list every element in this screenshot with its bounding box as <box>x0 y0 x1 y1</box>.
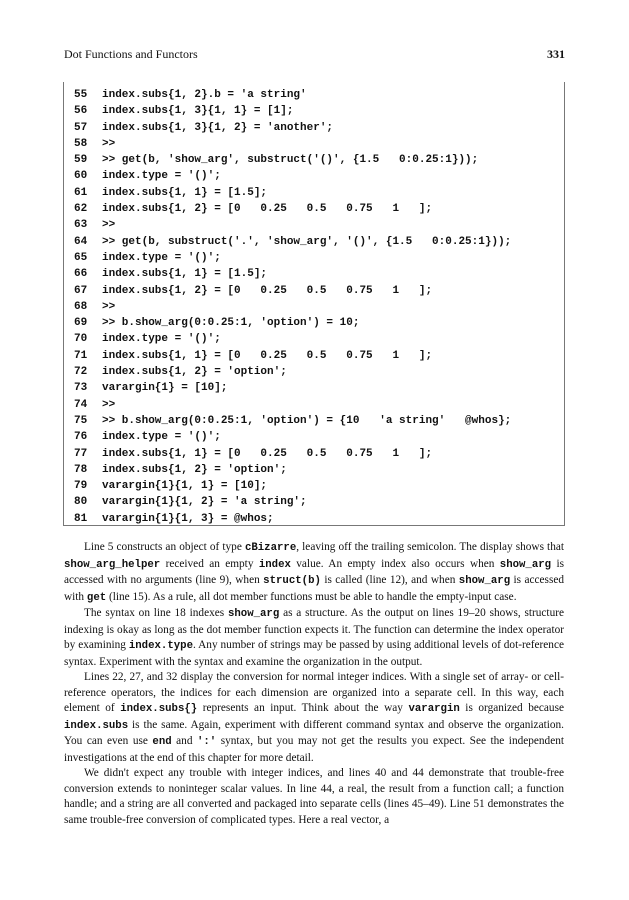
code-text: index.type = '()'; <box>102 431 221 444</box>
code-text: index.type = '()'; <box>102 170 221 183</box>
code-listing <box>74 87 511 527</box>
code-line <box>74 234 511 250</box>
code-line <box>74 494 511 510</box>
line-number: 64 <box>74 235 88 248</box>
line-number: 61 <box>74 186 88 199</box>
line-number: 68 <box>74 300 88 313</box>
code-text: >> b.show_arg(0:0.25:1, 'option') = 10; <box>102 317 360 330</box>
line-number: 76 <box>74 431 88 444</box>
line-number: 63 <box>74 219 88 232</box>
code-line <box>74 478 511 494</box>
code-line <box>74 348 511 364</box>
text-run: is accessed with <box>64 574 565 603</box>
running-header <box>64 47 565 63</box>
code-text: index.subs{1, 1} = [1.5]; <box>102 186 268 199</box>
code-text: varargin{1} = [10]; <box>102 382 228 395</box>
text-run: . Any number of strings may be passed by using additional levels of dot-reference syntax. Experiment with the syntax and examine the organization in the output. <box>64 639 564 668</box>
code-text: index.subs{1, 3}{1, 2} = 'another'; <box>102 121 334 134</box>
line-number: 62 <box>74 203 88 216</box>
inline-code: show_arg_helper <box>64 558 161 571</box>
code-line <box>74 120 511 136</box>
code-line <box>74 103 511 119</box>
line-number: 65 <box>74 251 88 264</box>
text-run: is accessed with no arguments (line 9), when <box>64 557 564 586</box>
line-number: 56 <box>74 105 88 118</box>
line-number: 59 <box>74 154 88 167</box>
code-text: >> b.show_arg(0:0.25:1, 'option') = {10 'a string' @whos}; <box>102 414 512 427</box>
text-run: as a structure. As the output on lines 19–20 shows, structure indexing is okay as long as the dot member function expects it. The function can determine the index operator by examining <box>64 607 564 651</box>
inline-code: index.subs{} <box>120 703 198 715</box>
text-run: We didn't expect any trouble with integer indices, and lines 40 and 44 demonstrate that trouble-free conversion extends to noninteger scalar values. In line 44, a real, the result from a function call; a function handle; and a string are all converted and packaged into separate cells (lines 45–49). Line 51 demonstrates the same trouble-free conversion of complicated types. Here a real vector, a <box>64 767 564 826</box>
paragraph <box>64 766 564 828</box>
text-run: The syntax on line 18 indexes <box>84 607 228 619</box>
code-line <box>74 462 511 478</box>
text-run: , leaving off the trailing semicolon. The display shows that <box>296 541 564 553</box>
inline-code: get <box>86 591 107 604</box>
inline-code: show_arg <box>458 575 511 587</box>
code-text: index.subs{1, 2} = [0 0.25 0.5 0.75 1 ]; <box>102 203 433 216</box>
line-number: 81 <box>74 512 88 525</box>
text-run: represents an input. Think about the way <box>197 702 409 714</box>
code-line <box>74 266 511 282</box>
code-line <box>74 168 511 184</box>
line-number: 66 <box>74 268 88 281</box>
code-line <box>74 250 511 266</box>
code-line <box>74 299 511 315</box>
code-line <box>74 217 511 233</box>
line-number: 70 <box>74 333 88 346</box>
code-text: >> <box>102 219 116 232</box>
code-text: index.type = '()'; <box>102 333 221 346</box>
code-text: index.subs{1, 2} = 'option'; <box>102 463 287 476</box>
code-text: index.subs{1, 2} = [0 0.25 0.5 0.75 1 ]; <box>102 284 433 297</box>
code-text: index.subs{1, 1} = [1.5]; <box>102 268 268 281</box>
line-number: 55 <box>74 89 88 101</box>
code-text: index.subs{1, 1} = [0 0.25 0.5 0.75 1 ]; <box>102 447 433 460</box>
line-number: 77 <box>74 447 88 460</box>
line-number: 79 <box>74 480 88 493</box>
code-text: varargin{1}{1, 2} = 'a string'; <box>102 496 307 509</box>
line-number: 73 <box>74 382 88 395</box>
line-number: 75 <box>74 414 88 427</box>
code-line <box>74 331 511 347</box>
code-text: >> get(b, substruct('.', 'show_arg', '()', {1.5 0:0.25:1})); <box>102 235 512 248</box>
inline-code: show_arg <box>227 608 280 620</box>
text-run: is the same. Again, experiment with different command syntax and observe the organization. You can even use <box>64 718 564 747</box>
text-run: received an empty <box>160 557 259 570</box>
code-text: >> <box>102 398 116 411</box>
line-number: 67 <box>74 284 88 297</box>
inline-code: end <box>152 736 172 748</box>
line-number: 57 <box>74 121 88 134</box>
text-run: is organized because <box>459 702 564 714</box>
text-run: syntax, but you may not get the results you expect. See the independent investigations at the end of this chapter for more detail. <box>64 735 565 764</box>
code-line <box>74 136 511 152</box>
code-text: index.subs{1, 1} = [0 0.25 0.5 0.75 1 ]; <box>102 349 433 362</box>
page-number: 331 <box>547 47 565 61</box>
code-line <box>74 201 511 217</box>
inline-code: index.subs <box>64 719 129 732</box>
code-text: index.subs{1, 2} = 'option'; <box>102 366 287 379</box>
text-run: is called (line 12), and when <box>320 574 459 586</box>
code-listing-box <box>63 82 565 526</box>
text-run: value. An empty index also occurs when <box>290 557 500 570</box>
body-text <box>64 540 564 828</box>
text-run: Lines 22, 27, and 32 display the conversion for normal integer indices. With a single set of array- or cell-reference operators, the indices for each dimension are organized into a separate cell. In this way, each element of <box>64 671 564 714</box>
code-text: >> get(b, 'show_arg', substruct('()', {1.5 0:0.25:1})); <box>102 154 479 167</box>
line-number: 74 <box>74 398 88 411</box>
text-run: Line 5 constructs an object of type <box>84 541 245 553</box>
code-line <box>74 315 511 331</box>
line-number: 71 <box>74 349 88 362</box>
code-text: >> <box>102 300 116 313</box>
line-number: 58 <box>74 137 88 150</box>
inline-code: ':' <box>196 736 217 748</box>
inline-code: show_arg <box>499 558 552 571</box>
code-text: index.subs{1, 3}{1, 1} = [1]; <box>102 105 294 118</box>
line-number: 60 <box>74 170 88 183</box>
code-text: >> <box>102 137 116 150</box>
code-line <box>74 87 511 103</box>
line-number: 72 <box>74 366 88 379</box>
code-line <box>74 152 511 168</box>
code-text: index.type = '()'; <box>102 251 221 264</box>
code-line <box>74 364 511 380</box>
code-line <box>74 446 511 462</box>
code-line <box>74 185 511 201</box>
code-text: varargin{1}{1, 1} = [10]; <box>102 480 268 493</box>
chapter-title: Dot Functions and Functors <box>64 47 198 61</box>
inline-code: cBizarre <box>244 542 297 554</box>
text-run: (line 15). As a rule, all dot member functions must be able to handle the empty-input case. <box>106 590 517 603</box>
inline-code: struct(b) <box>263 575 321 587</box>
code-line <box>74 397 511 413</box>
line-number: 69 <box>74 317 88 330</box>
code-line <box>74 429 511 445</box>
paragraph <box>64 670 564 766</box>
code-line <box>74 511 511 527</box>
text-run: and <box>171 735 197 747</box>
line-number: 80 <box>74 496 88 509</box>
paragraph <box>64 606 564 670</box>
inline-code: varargin <box>408 703 460 715</box>
code-line <box>74 413 511 429</box>
line-number: 78 <box>74 463 88 476</box>
inline-code: index <box>258 558 291 571</box>
code-line <box>74 380 511 396</box>
inline-code: index.type <box>128 640 193 652</box>
code-text: index.subs{1, 2}.b = 'a string' <box>102 89 307 101</box>
paragraph <box>64 540 564 606</box>
code-line <box>74 283 511 299</box>
code-text: varargin{1}{1, 3} = @whos; <box>102 512 274 525</box>
